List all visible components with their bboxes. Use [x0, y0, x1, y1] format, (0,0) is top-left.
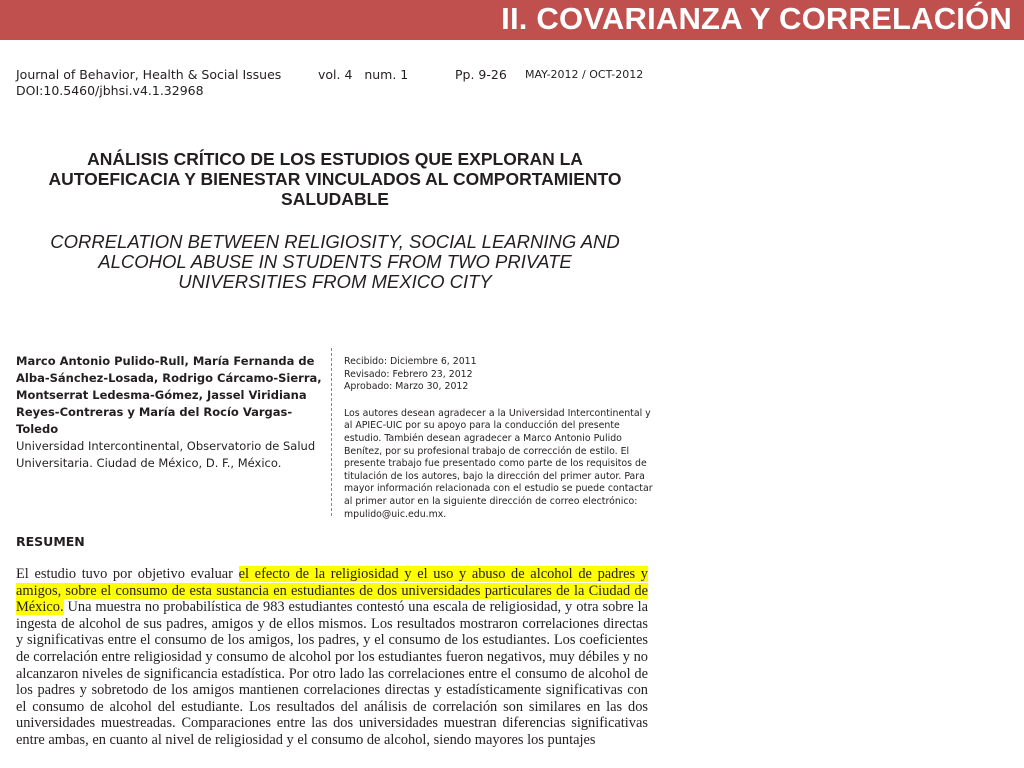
abstract-highlight: el efecto de la religiosidad y el uso y abuso de alcohol de padres y amigos, sobre el consumo de esta sustancia en estudiantes de dos universidades particulares de la Ciudad de México. — [16, 566, 648, 616]
paper-title-spanish: ANÁLISIS CRÍTICO DE LOS ESTUDIOS QUE EXPLORAN LA AUTOEFICACIA Y BIENESTAR VINCULADOS AL COMPORTAMIENTO SALUDABLE — [48, 149, 622, 209]
paper-page — [0, 40, 1024, 768]
author-names: Marco Antonio Pulido-Rull, María Fernanda de Alba-Sánchez-Losada, Rodrigo Cárcamo-Sierra, Montserrat Ledesma-Gómez, Jassel Viridiana Reyes-Contreras y María del Rocío Vargas-Toledo — [16, 354, 322, 436]
author-affiliation: Universidad Intercontinental, Observatorio de Salud Universitaria. Ciudad de México, D. F., México. — [16, 439, 316, 470]
abstract-body: Una muestra no probabilística de 983 estudiantes contestó una escala de religiosidad, y otra sobre la ingesta de alcohol de sus padres, amigos y de ellos mismos. Los resultados mostraron correlaciones directas y significativas entre el consumo de los amigos, los padres, y el consumo de los estudiantes. Los coeficientes de correlación entre religiosidad y consumo de alcohol por los estudiantes fueron negativos, muy débiles y no alcanzaron niveles de significancia estadística. Por otro lado las correlaciones entre el consumo de alcohol de los padres y sobretodo de los amigos mantienen correlaciones directas y estadísticamente significativas con el consumo de alcohol del estudiante. Los resultados del análisis de correlación son similares en las dos universidades muestreadas. Comparaciones entre las dos universidades muestran diferencias significativas entre ambas, en cuanto al nivel de religiosidad y el consumo de alcohol, siendo mayores los puntajes — [16, 599, 648, 748]
journal-volume: vol. 4 num. 1 — [318, 67, 409, 82]
author-block — [16, 353, 326, 472]
date-received: Recibido: Diciembre 6, 2011 — [344, 356, 477, 367]
paper-title-english: CORRELATION BETWEEN RELIGIOSITY, SOCIAL LEARNING AND ALCOHOL ABUSE IN STUDENTS FROM TWO PRIVATE UNIVERSITIES FROM MEXICO CITY — [50, 231, 620, 292]
column-divider — [331, 348, 332, 516]
date-approved: Aprobado: Marzo 30, 2012 — [344, 381, 469, 393]
journal-name: Journal of Behavior, Health & Social Issues — [16, 67, 282, 82]
journal-info — [16, 67, 281, 99]
slide-title: II. COVARIANZA Y CORRELACIÓN — [501, 1, 1012, 36]
date-revised: Revisado: Febrero 23, 2012 — [344, 368, 473, 380]
journal-doi: DOI:10.5460/jbhsi.v4.1.32968 — [16, 83, 204, 98]
abstract-text — [16, 566, 648, 749]
slide-title-bar — [0, 0, 1024, 40]
submission-info — [344, 356, 654, 521]
journal-date: MAY-2012 / OCT-2012 — [525, 68, 644, 81]
journal-pages: Pp. 9-26 — [455, 67, 507, 82]
abstract-heading: RESUMEN — [16, 534, 85, 549]
abstract-intro: El estudio tuvo por objetivo evaluar — [16, 566, 239, 582]
acknowledgment-text: Los autores desean agradecer a la Universidad Intercontinental y al APIEC-UIC por su apoyo para la conducción del presente estudio. También desean agradecer a Marco Antonio Pulido Benítez, por su profesional trabajo de corrección de estilo. El presente trabajo fue presentado como parte de los requisitos de titulación de los autores, bajo la dirección del primer autor. Para mayor información relacionada con el estudio se puede contactar al primer autor en la siguiente dirección de correo electrónico: mpulido@uic.edu.mx. — [344, 407, 653, 520]
